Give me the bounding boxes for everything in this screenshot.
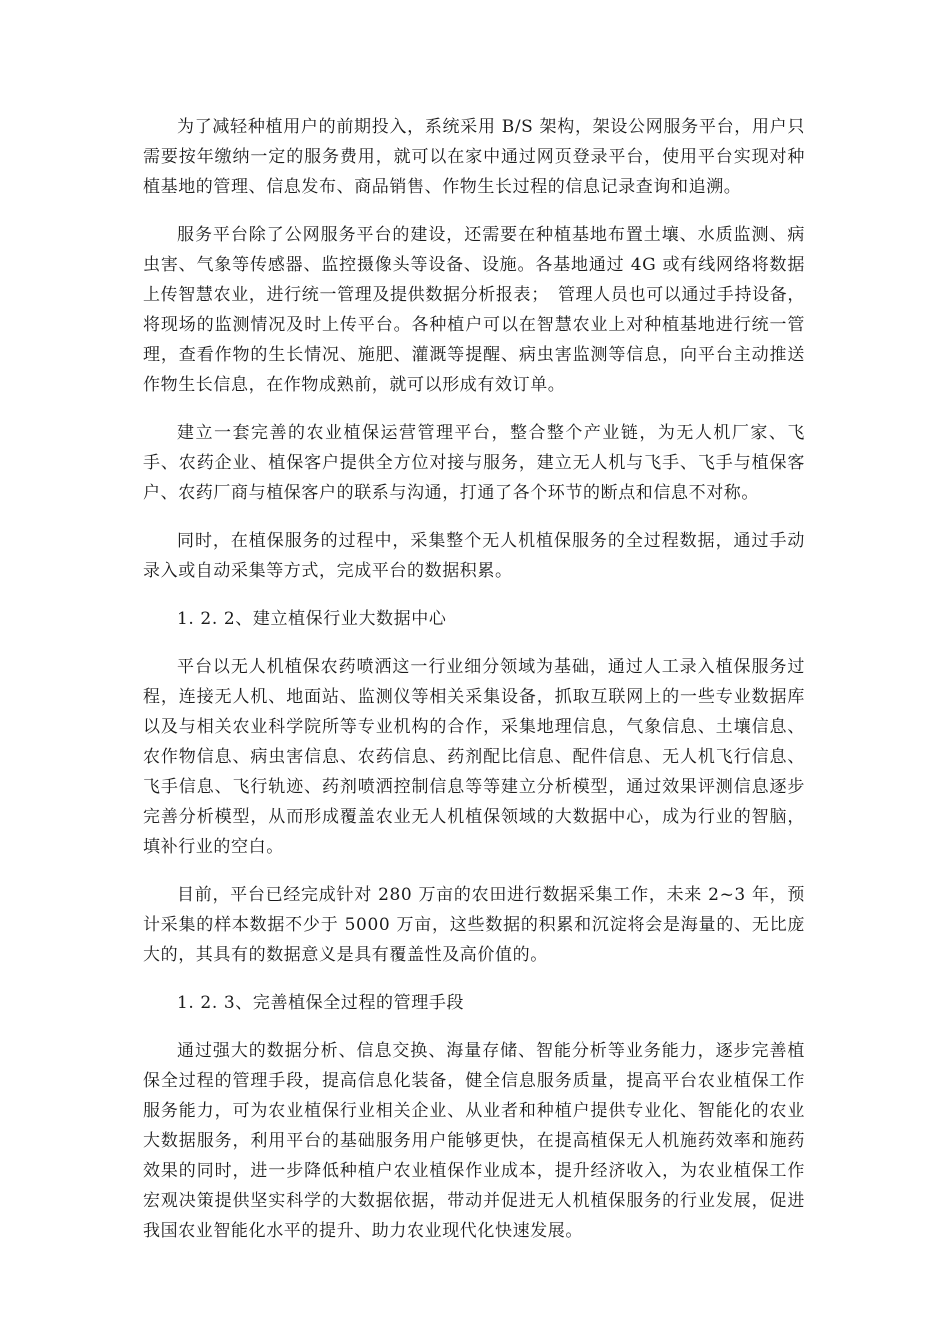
paragraph-gap — [143, 862, 805, 880]
paragraph-service-platform: 服务平台除了公网服务平台的建设，还需要在种植基地布置土壤、水质监测、病虫害、气象等传感器、监控摄像头等设备、设施。各基地通过 4G 或有线网络将数据上传智慧农业，进行统一管理及提供数据分析报表； 管理人员也可以通过手持设备，将现场的监测情况及时上传平台。各种植户可以在智慧农业上对种植基地进行统一管理，查看作物的生长情况、施肥、灌溉等提醒、病虫害监测等信息，向平台主动推送作物生长信息，在作物成熟前，就可以形成有效订单。 — [143, 225, 805, 395]
paragraph-gap — [143, 1018, 805, 1036]
paragraph-gap — [143, 400, 805, 418]
paragraph-gap — [143, 508, 805, 526]
paragraph-big-data-center: 平台以无人机植保农药喷洒这一行业细分领域为基础，通过人工录入植保服务过程，连接无人机、地面站、监测仪等相关采集设备，抓取互联网上的一些专业数据库以及与相关农业科学院所等专业机构的合作，采集地理信息，气象信息、土壤信息、农作物信息、病虫害信息、农药信息、药剂配比信息、配件信息、无人机飞行信息、飞手信息、飞行轨迹、药剂喷洒控制信息等等建立分析模型，通过效果评测信息逐步完善分析模型，从而形成覆盖农业无人机植保领域的大数据中心，成为行业的智脑，填补行业的空白。 — [143, 657, 805, 857]
section-heading-management: 1. 2. 3、完善植保全过程的管理手段 — [177, 993, 465, 1013]
document-page — [143, 112, 805, 1246]
section-heading-big-data-center: 1. 2. 2、建立植保行业大数据中心 — [177, 609, 447, 629]
paragraph-management: 通过强大的数据分析、信息交换、海量存储、智能分析等业务能力，逐步完善植保全过程的管理手段，提高信息化装备，健全信息服务质量，提高平台农业植保工作服务能力，可为农业植保行业相关企业、从业者和种植户提供专业化、智能化的农业大数据服务，利用平台的基础服务用户能够更快，在提高植保无人机施药效率和施药效果的同时，进一步降低种植户农业植保作业成本，提升经济收入，为农业植保工作宏观决策提供坚实科学的大数据依据，带动并促进无人机植保服务的行业发展，促进我国农业智能化水平的提升、助力农业现代化快速发展。 — [143, 1041, 805, 1241]
paragraph-operations-platform: 建立一套完善的农业植保运营管理平台，整合整个产业链，为无人机厂家、飞手、农药企业、植保客户提供全方位对接与服务，建立无人机与飞手、飞手与植保客户、农药厂商与植保客户的联系与沟通，打通了各个环节的断点和信息不对称。 — [143, 423, 805, 503]
paragraph-data-collection: 同时，在植保服务的过程中，采集整个无人机植保服务的全过程数据，通过手动录入或自动采集等方式，完成平台的数据积累。 — [143, 531, 805, 581]
paragraph-gap — [143, 634, 805, 652]
paragraph-gap — [143, 970, 805, 988]
paragraph-current-progress: 目前，平台已经完成针对 280 万亩的农田进行数据采集工作，未来 2~3 年，预计采集的样本数据不少于 5000 万亩，这些数据的积累和沉淀将会是海量的、无比庞大的，其具有的数据意义是具有覆盖性及高价值的。 — [143, 885, 805, 965]
paragraph-gap — [143, 586, 805, 604]
paragraph-intro: 为了减轻种植用户的前期投入，系统采用 B/S 架构，架设公网服务平台，用户只需要按年缴纳一定的服务费用，就可以在家中通过网页登录平台，使用平台实现对种植基地的管理、信息发布、商品销售、作物生长过程的信息记录查询和追溯。 — [143, 117, 805, 197]
paragraph-gap — [143, 202, 805, 220]
